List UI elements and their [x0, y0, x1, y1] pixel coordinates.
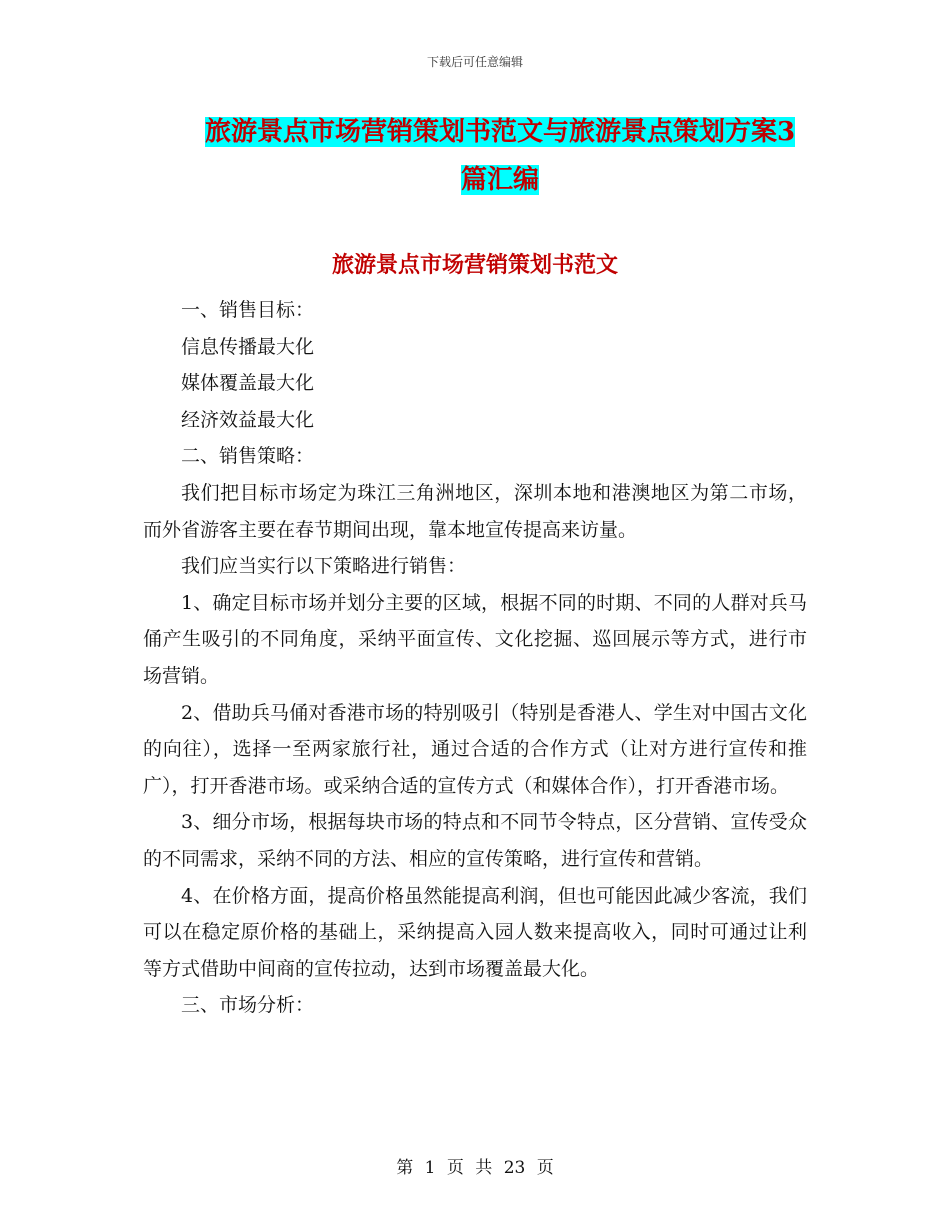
paragraph: 二、销售策略： [181, 445, 315, 468]
title-line-1: 旅游景点市场营销策划书范文与旅游景点策划方案3 [204, 117, 796, 147]
paragraph: 一、销售目标： [181, 299, 315, 321]
paragraph: 我们应当实行以下策略进行销售： [181, 555, 467, 578]
paragraph: 媒体覆盖最大化 [181, 372, 315, 395]
header-note: 下载后可任意编辑 [426, 55, 523, 69]
paragraph: 三、市场分析： [181, 994, 315, 1017]
paragraph: 3、细分市场，根据每块市场的特点和不同节令特点，区分营销、宣传受众的不同需求，采纳不同的方法、相应的宣传策略，进行宣传和营销。 [143, 811, 807, 870]
page-footer: 第 1 页 共 23 页 [396, 1158, 554, 1178]
paragraph: 1、确定目标市场并划分主要的区域，根据不同的时期、不同的人群对兵马俑产生吸引的不同角度，采纳平面宣传、文化挖掘、巡回展示等方式，进行市场营销。 [143, 591, 807, 687]
paragraph: 2、借助兵马俑对香港市场的特别吸引（特别是香港人、学生对中国古文化的向往），选择一至两家旅行社，通过合适的合作方式（让对方进行宣传和推广），打开香港市场。或采纳合适的宣传方式（和媒体合作），打开香港市场。 [143, 701, 807, 797]
paragraph: 经济效益最大化 [181, 408, 315, 431]
document-title [140, 108, 860, 204]
paragraph: 我们把目标市场定为珠江三角洲地区，深圳本地和港澳地区为第二市场，而外省游客主要在春节期间出现，靠本地宣传提高来访量。 [143, 481, 807, 541]
document-body [143, 292, 807, 1024]
section-title: 旅游景点市场营销策划书范文 [331, 252, 618, 278]
paragraph: 信息传播最大化 [181, 335, 315, 358]
paragraph: 4、在价格方面，提高价格虽然能提高利润，但也可能因此减少客流，我们可以在稳定原价格的基础上，采纳提高入园人数来提高收入，同时可通过让利等方式借助中间商的宣传拉动，达到市场覆盖最大化。 [143, 884, 807, 980]
title-line-2: 篇汇编 [460, 165, 539, 195]
